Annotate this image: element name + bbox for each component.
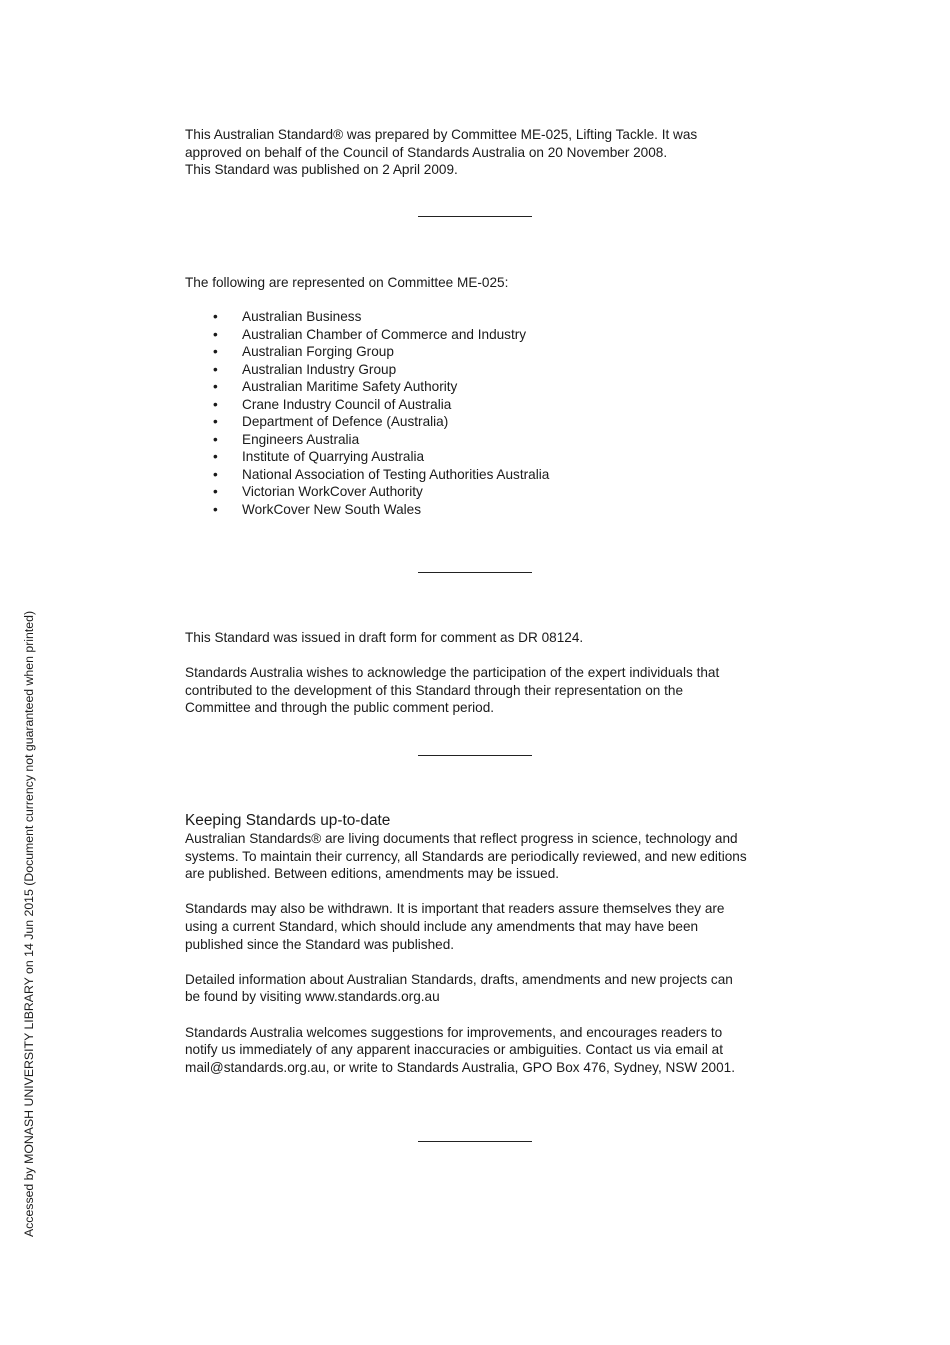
list-item — [185, 361, 549, 379]
list-item — [185, 448, 549, 466]
bullet-icon: • — [213, 466, 218, 482]
member-name: National Association of Testing Authorities Australia — [242, 466, 550, 482]
bullet-icon: • — [213, 344, 218, 360]
committee-intro: The following are represented on Committee ME-025: — [185, 275, 509, 290]
acknowledgement-paragraph — [185, 664, 775, 717]
paragraph-line: Standards Australia welcomes suggestions for improvements, and encourages readers to — [185, 1024, 723, 1040]
list-item — [185, 343, 549, 361]
member-name: Australian Industry Group — [242, 361, 397, 377]
section-heading: Keeping Standards up-to-date — [185, 812, 391, 829]
member-name: Australian Business — [242, 309, 362, 324]
bullet-icon: • — [213, 449, 218, 465]
section-divider — [418, 216, 532, 217]
contact-paragraph — [185, 1024, 775, 1077]
list-item — [185, 378, 549, 396]
section-divider — [418, 1141, 532, 1142]
preparation-line: approved on behalf of the Council of Standards Australia on 20 November 2008. — [185, 144, 668, 160]
member-name: Victorian WorkCover Authority — [242, 484, 423, 500]
bullet-icon: • — [213, 431, 218, 447]
member-name: Institute of Quarrying Australia — [242, 449, 425, 465]
section-divider — [418, 572, 532, 573]
list-item — [185, 466, 549, 484]
member-name: Australian Chamber of Commerce and Industry — [242, 326, 527, 342]
paragraph-line: published since the Standard was published. — [185, 936, 455, 952]
member-name: WorkCover New South Wales — [242, 502, 422, 518]
paragraph-line: mail@standards.org.au, or write to Standards Australia, GPO Box 476, Sydney, NSW 2001. — [185, 1059, 736, 1075]
paragraph-line: Australian Standards® are living documents that reflect progress in science, technology and — [185, 831, 738, 846]
acknowledgement-line: contributed to the development of this Standard through their representation on the — [185, 682, 684, 698]
bullet-icon: • — [213, 379, 218, 395]
withdrawn-paragraph — [185, 900, 775, 953]
bullet-icon: • — [213, 502, 218, 518]
bullet-icon: • — [213, 484, 218, 500]
bullet-icon: • — [213, 414, 218, 430]
list-item — [185, 483, 549, 501]
more-information-paragraph — [185, 971, 775, 1006]
paragraph-line: Detailed information about Australian Standards, drafts, amendments and new projects can — [185, 971, 733, 987]
living-documents-paragraph — [185, 830, 775, 883]
member-name: Engineers Australia — [242, 431, 360, 447]
member-name: Australian Maritime Safety Authority — [242, 379, 458, 395]
paragraph-line: systems. To maintain their currency, all Standards are periodically reviewed, and new editions — [185, 848, 747, 864]
keeping-up-to-date-section — [185, 811, 775, 1076]
list-item — [185, 501, 549, 519]
list-item — [185, 413, 549, 431]
bullet-icon: • — [213, 326, 218, 342]
paragraph-line: Standards may also be withdrawn. It is important that readers assure themselves they are — [185, 901, 725, 917]
acknowledgement-line: Committee and through the public comment period. — [185, 700, 495, 716]
list-item — [185, 431, 549, 449]
draft-section — [185, 629, 775, 717]
paragraph-line: using a current Standard, which should include any amendments that may have been — [185, 918, 699, 934]
member-name: Crane Industry Council of Australia — [242, 396, 452, 412]
member-name: Australian Forging Group — [242, 344, 394, 360]
acknowledgement-line: Standards Australia wishes to acknowledge the participation of the expert individuals that — [185, 665, 720, 681]
bullet-icon: • — [213, 396, 218, 412]
committee-member-list — [185, 308, 549, 519]
draft-issued-text: This Standard was issued in draft form for comment as DR 08124. — [185, 630, 584, 645]
paragraph-line: are published. Between editions, amendments may be issued. — [185, 866, 560, 882]
paragraph-line: be found by visiting www.standards.org.au — [185, 989, 440, 1005]
preparation-line: This Australian Standard® was prepared by Committee ME-025, Lifting Tackle. It was — [185, 127, 698, 142]
preparation-line: This Standard was published on 2 April 2009. — [185, 162, 458, 178]
section-divider — [418, 755, 532, 756]
access-notice: Accessed by MONASH UNIVERSITY LIBRARY on 14 Jun 2015 (Document currency not guaranteed when printed) — [22, 610, 36, 1238]
list-item — [185, 308, 549, 326]
bullet-icon: • — [213, 361, 218, 377]
member-name: Department of Defence (Australia) — [242, 414, 449, 430]
preparation-statement — [185, 126, 775, 179]
bullet-icon: • — [213, 309, 218, 324]
list-item — [185, 396, 549, 414]
list-item — [185, 326, 549, 344]
paragraph-line: notify us immediately of any apparent inaccuracies or ambiguities. Contact us via email at — [185, 1042, 723, 1058]
